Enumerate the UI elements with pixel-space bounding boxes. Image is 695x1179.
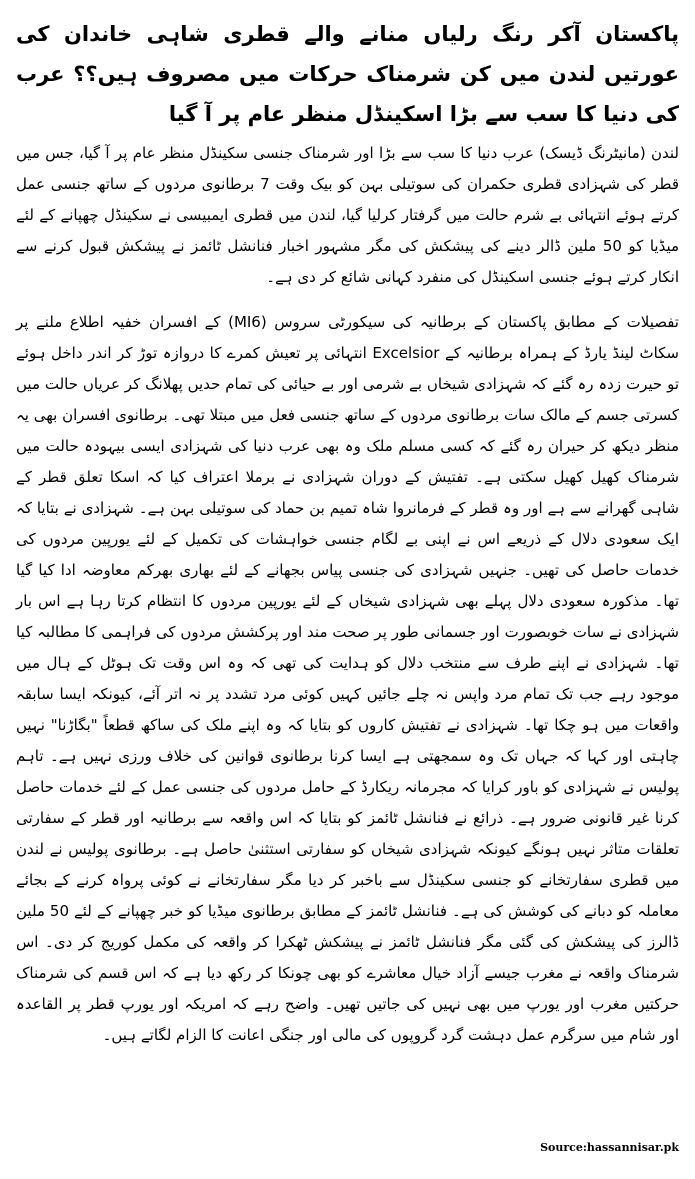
source-credit: Source:hassannisar.pk — [540, 1141, 679, 1154]
article-paragraph-intro: لندن (مانیٹرنگ ڈیسک) عرب دنیا کا سب سے بڑا اور شرمناک جنسی سکینڈل منظر عام پر آ گیا، جس میں قطر کی شہزادی قطری حکمران کی سوتیلی بہن کو بیک وقت 7 برطانوی مردوں کے ساتھ جنسی عمل کرتے ہوئے انتہائی بے شرم حالت میں گرفتار کرلیا گیا، لندن میں قطری ایمبیسی نے سکینڈل چھپانے کے لئے میڈیا کو 50 ملین ڈالر دینے کی پیشکش کی مگر مشہور اخبار فنانشل ٹائمز نے پیشکش قبول کرنے سے انکار کرتے ہوئے جنسی اسکینڈل کی منفرد کہانی شائع کر دی ہے۔ — [16, 144, 680, 286]
article-paragraph-details: تفصیلات کے مطابق پاکستان کے برطانیہ کی سیکورٹی سروس (MI6) کے افسران خفیہ اطلاع ملنے پر سکاٹ لینڈ یارڈ کے ہمراہ برطانیہ کے Excelsior انتہائی پر تعیش کمرے کا دروازہ توڑ کر اندر داخل ہوئے تو حیرت زدہ رہ گئے کہ شہزادی شیخاں بے شرمی اور بے حیائی کی تمام حدیں پھلانگ کر عریاں حالت میں کسرتی جسم کے مالک سات برطانوی مردوں کے ساتھ جنسی فعل میں مبتلا تھی۔ برطانوی افسران بھی یہ منظر دیکھ کر حیران رہ گئے کہ کسی مسلم ملک وہ بھی عرب دنیا کی شہزادی ایسی بیہودہ حالت میں شرمناک کھیل کھیل سکتی ہے۔ تفتیش کے دوران شہزادی نے برملا اعتراف کیا کہ اسکا تعلق قطر کے شاہی گھرانے سے ہے اور وہ قطر کے فرمانروا شاہ تمیم بن حماد کی سوتیلی بہن ہے۔ شہزادی نے بتایا کہ ایک سعودی دلال کے ذریعے اس نے اپنی بے لگام جنسی خواہشات کی تکمیل کے لئے یورپین مردوں کی خدمات حاصل کی تھیں۔ جنہیں شہزادی کی جنسی پیاس بجھانے کے لئے بھاری بھرکم معاوضہ ادا کیا گیا تھا۔ مذکورہ سعودی دلال پہلے بھی شہزادی شیخاں کے لئے یورپین مردوں کا انتظام کرتا رہا ہے اس بار شہزادی نے سات خوبصورت اور جسمانی طور پر صحت مند اور پرکشش مردوں کی فراہمی کا مطالبہ کیا تھا۔ شہزادی نے اپنے طرف سے منتخب دلال کو ہدایت کی تھی کہ وہ اس وقت تک ہوٹل کے ہال میں موجود رہے جب تک تمام مرد واپس نہ چلے جائیں کہیں کوئی مرد تشدد پر نہ اتر آئے، کیونکہ ایسا سابقہ واقعات میں ہو چکا تھا۔ شہزادی نے تفتیش کاروں کو بتایا کہ وہ اپنے ملک کی ساکھ قطعاً "بگاڑنا" نہیں چاہتی اور کہا کہ جہاں تک وہ سمجھتی ہے ایسا کرنا برطانوی قوانین کی خلاف ورزی نہیں ہے۔ تاہم پولیس نے شہزادی کو باور کرایا کہ مجرمانہ ریکارڈ کے حامل مردوں کی جنسی عمل کے لئے خدمات حاصل کرنا غیر قانونی ضرور ہے۔ ذرائع نے فنانشل ٹائمز کو بتایا کہ اس واقعہ سے برطانیہ اور قطر کے سفارتی تعلقات متاثر نہیں ہونگے کیونکہ شہزادی شیخاں کو سفارتی استثنیٰ حاصل ہے۔ برطانوی پولیس نے لندن میں قطری سفارتخانے کو جنسی سکینڈل سے باخبر کر دیا مگر سفارتخانے نے کوئی پرواہ کرنے کے بجائے معاملہ کو دبانے کی کوشش کی ہے۔ فنانشل ٹائمز کے مطابق برطانوی میڈیا کو خبر چھپانے کے لئے 50 ملین ڈالرز کی پیشکش کی گئی مگر فنانشل ٹائمز نے پیشکش ٹھکرا کر واقعہ کی مکمل کوریج کر دی۔ اس شرمناک واقعہ نے مغرب جیسے آزاد خیال معاشرے کو بھی چونکا کر رکھ دیا ہے کہ اس قسم کی شرمناک حرکتیں مغرب اور یورپ میں بھی نہیں کی جاتیں تھیں۔ واضح رہے کہ امریکہ اور یورپ قطر پر القاعدہ اور شام میں سرگرم عمل دہشت گرد گروپوں کی مالی اور جنگی اعانت کا الزام لگاتے ہیں۔ — [16, 313, 679, 1044]
article-headline: پاکستان آکر رنگ رلیاں منانے والے قطری شاہی خاندان کی عورتیں لندن میں کن شرمناک حرکات میں مصروف ہیں؟؟ عرب کی دنیا کا سب سے بڑا اسکینڈل منظر عام پر آ گیا — [16, 22, 679, 126]
